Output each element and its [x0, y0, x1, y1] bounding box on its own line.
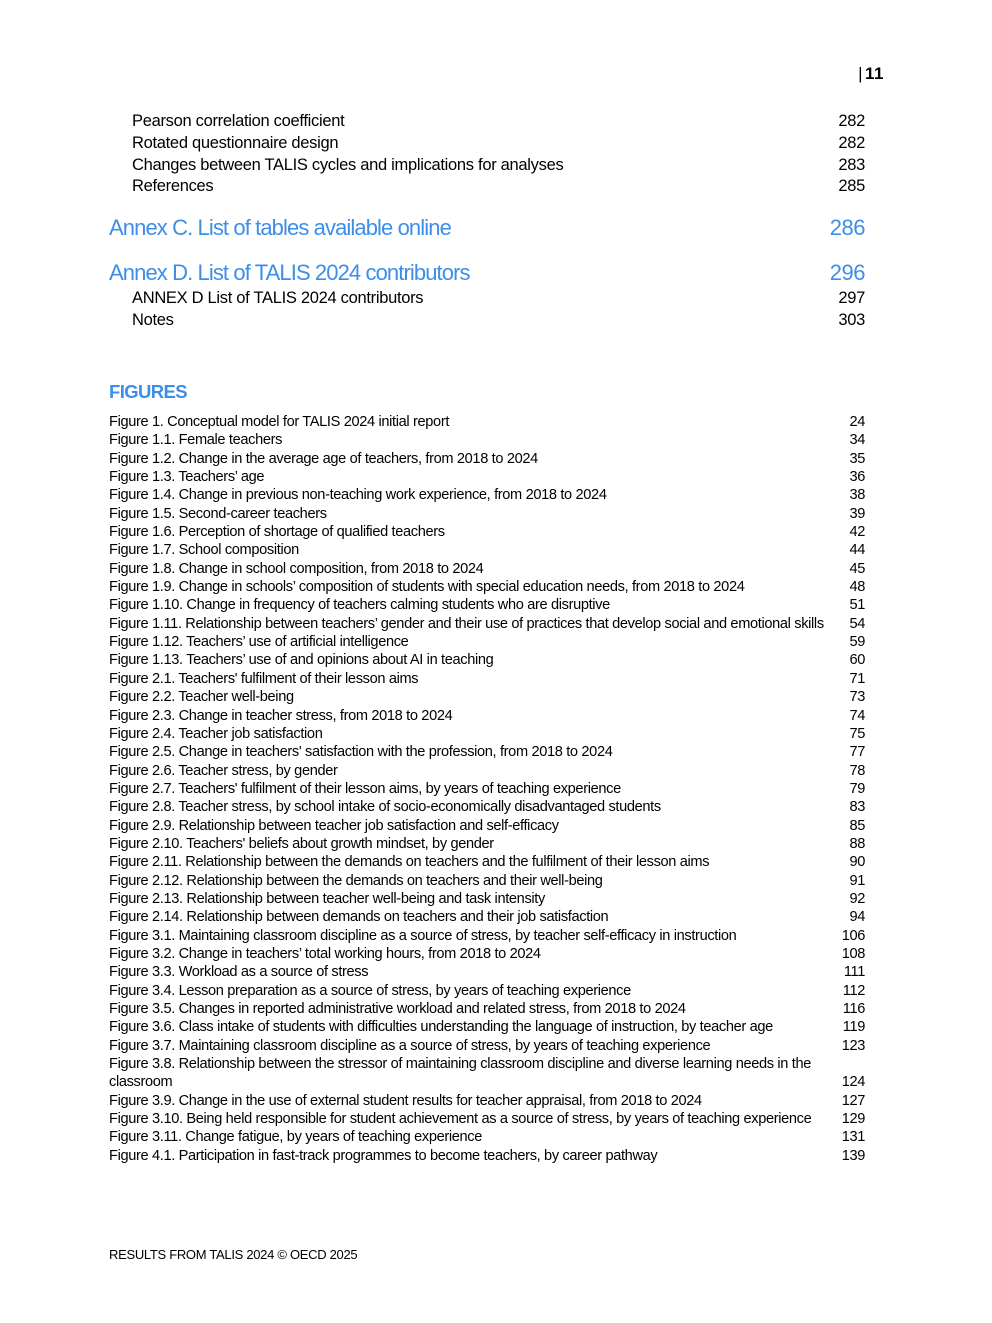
- figure-entry[interactable]: [109, 431, 865, 449]
- figure-entry-page: 85: [849, 817, 865, 834]
- figure-entry[interactable]: [109, 670, 865, 688]
- figure-entry[interactable]: [109, 725, 865, 743]
- annex-d-sub-entry[interactable]: [109, 288, 865, 310]
- figure-entry[interactable]: [109, 982, 865, 1000]
- figure-entry-page: 88: [849, 835, 865, 852]
- figure-entry-title: Figure 1.10. Change in frequency of teachers calming students who are disruptive: [109, 597, 610, 614]
- figure-entry-page: 119: [842, 1019, 865, 1036]
- figure-entry-title: Figure 3.9. Change in the use of external student results for teacher appraisal, from 2018 to 2024: [109, 1092, 702, 1109]
- figure-entry-page: 38: [849, 487, 865, 504]
- figure-entry[interactable]: [109, 1110, 865, 1128]
- figure-entry-title: Figure 2.12. Relationship between the demands on teachers and their well-being: [109, 872, 603, 889]
- figure-entry[interactable]: [109, 651, 865, 669]
- figure-entry-page: 59: [849, 634, 865, 651]
- figure-entry-title: Figure 2.13. Relationship between teacher well-being and task intensity: [109, 890, 545, 907]
- annex-d-entry[interactable]: [109, 259, 865, 287]
- toc-entry-page: 282: [838, 112, 865, 130]
- figure-entry-page: 44: [849, 542, 865, 559]
- figure-entry[interactable]: [109, 468, 865, 486]
- figure-entry[interactable]: [109, 927, 865, 945]
- figures-heading: FIGURES: [109, 381, 188, 402]
- toc-entry-title: Rotated questionnaire design: [132, 133, 339, 152]
- figure-entry-page: 48: [849, 579, 865, 596]
- figure-entry-title: Figure 1.1. Female teachers: [109, 432, 283, 449]
- figure-entry-title: Figure 2.7. Teachers' fulfilment of their lesson aims, by years of teaching experience: [109, 780, 621, 797]
- figure-entry-title: Figure 3.10. Being held responsible for student achievement as a source of stress, by years of teaching experience: [109, 1111, 812, 1128]
- figure-entry-title: Figure 1.2. Change in the average age of teachers, from 2018 to 2024: [109, 450, 538, 467]
- figure-entry-title: Figure 2.14. Relationship between demands on teachers and their job satisfaction: [109, 909, 609, 926]
- figure-entry-page: 78: [849, 762, 865, 779]
- figure-entry[interactable]: [109, 780, 865, 798]
- toc-entry[interactable]: [109, 133, 865, 155]
- figure-entry-page: 129: [841, 1111, 865, 1128]
- figure-entry-title: Figure 2.6. Teacher stress, by gender: [109, 762, 338, 779]
- figure-entry-title: Figure 1.8. Change in school composition, from 2018 to 2024: [109, 560, 484, 577]
- figure-entry-page: 127: [841, 1092, 865, 1109]
- figure-entry[interactable]: [109, 853, 865, 871]
- figure-entry[interactable]: [109, 963, 865, 981]
- figure-entry[interactable]: [109, 615, 865, 633]
- toc-entry-page: 283: [838, 155, 865, 174]
- figure-entry-page: 39: [849, 505, 865, 522]
- figure-entry-title: Figure 3.3. Workload as a source of stress: [109, 964, 369, 981]
- figure-entry-title: Figure 3.4. Lesson preparation as a source of stress, by years of teaching experience: [109, 982, 631, 999]
- figure-entry-title: Figure 1.11. Relationship between teachers’ gender and their use of practices that develop social and emotional skills: [109, 615, 824, 632]
- figure-entry[interactable]: [109, 633, 865, 651]
- figure-entry-title: Figure 1.7. School composition: [109, 542, 299, 559]
- figure-entry-title: Figure 2.10. Teachers' beliefs about growth mindset, by gender: [109, 835, 494, 852]
- figure-entry-page: 92: [849, 890, 865, 907]
- figure-entry-page: 124: [841, 1074, 865, 1091]
- page-number: [858, 64, 884, 84]
- figure-entry[interactable]: [109, 817, 865, 835]
- toc-annex-d: [109, 259, 865, 332]
- figure-entry-page: 94: [849, 909, 865, 926]
- annex-c-page: 286: [829, 215, 865, 240]
- figure-entry-title: Figure 2.9. Relationship between teacher job satisfaction and self-efficacy: [109, 817, 559, 834]
- figure-entry-title: Figure 1.9. Change in schools’ composition of students with special education needs, from 2018 to 2024: [109, 579, 745, 596]
- figure-entry-title: Figure 1.3. Teachers’ age: [109, 469, 265, 486]
- toc-entry[interactable]: [109, 111, 865, 133]
- figure-entry-page: 91: [849, 872, 865, 889]
- figure-entry-title: Figure 2.3. Change in teacher stress, from 2018 to 2024: [109, 707, 453, 724]
- figure-entry-page: 24: [849, 414, 865, 430]
- figure-entry[interactable]: [109, 743, 865, 761]
- figure-entry-title: Figure 3.6. Class intake of students with difficulties understanding the language of instruction, by teacher age: [109, 1019, 773, 1036]
- toc-entry[interactable]: [109, 155, 865, 177]
- toc-entry-page: 282: [838, 133, 865, 152]
- figure-entry-page: 131: [841, 1129, 865, 1146]
- figure-entry-title: Figure 3.5. Changes in reported administrative workload and related stress, from 2018 to 2024: [109, 1001, 686, 1017]
- figure-entry-page: 71: [849, 670, 865, 687]
- figure-entry[interactable]: [109, 578, 865, 596]
- figure-entry[interactable]: [109, 413, 865, 431]
- figure-entry[interactable]: [109, 523, 865, 541]
- figure-entry[interactable]: [109, 835, 865, 853]
- figure-entry[interactable]: [109, 707, 865, 725]
- figure-entry-page: 35: [849, 450, 865, 467]
- figure-entry[interactable]: [109, 560, 865, 578]
- figure-entry[interactable]: [109, 890, 865, 908]
- figure-entry[interactable]: [109, 688, 865, 706]
- figure-entry-page: 73: [849, 689, 865, 706]
- figure-entry-title: Figure 3.8. Relationship between the stressor of maintaining classroom discipline and diverse learning needs in the classroom: [109, 1056, 812, 1091]
- figure-entry-title: Figure 2.2. Teacher well-being: [109, 689, 294, 706]
- toc-annex-c: [109, 214, 865, 242]
- figure-entry[interactable]: [109, 908, 865, 926]
- toc-entry-title: References: [132, 177, 214, 196]
- figure-entry-page: 139: [841, 1147, 865, 1164]
- annex-d-sub-entries: [109, 288, 865, 332]
- figure-entry-title: Figure 3.11. Change fatigue, by years of teaching experience: [109, 1129, 483, 1146]
- figure-entry-page: 77: [849, 744, 865, 761]
- figure-entry-page: 75: [849, 725, 865, 742]
- figure-entry[interactable]: [109, 872, 865, 890]
- figure-entry-page: 79: [849, 780, 865, 797]
- figure-entry[interactable]: [109, 596, 865, 614]
- figure-entry-title: Figure 2.11. Relationship between the demands on teachers and the fulfilment of their lesson aims: [109, 854, 710, 871]
- figure-entry[interactable]: [109, 505, 865, 523]
- toc-entry-page: 285: [838, 177, 865, 196]
- figure-entry-page: 60: [849, 652, 865, 669]
- figure-entry[interactable]: [109, 1147, 865, 1165]
- figure-entry-page: 106: [841, 927, 865, 944]
- figure-entry-title: Figure 3.7. Maintaining classroom discipline as a source of stress, by years of teaching experience: [109, 1037, 711, 1054]
- annex-c-title: Annex C. List of tables available online: [109, 215, 451, 240]
- figure-entry-title: Figure 1.12. Teachers’ use of artificial intelligence: [109, 634, 409, 651]
- figure-entry[interactable]: [109, 798, 865, 816]
- figure-entry-page: 74: [849, 707, 865, 724]
- figures-list: [109, 413, 865, 1165]
- figure-entry-page: 36: [849, 469, 865, 486]
- annex-d-sub-entry-page: 303: [838, 310, 865, 329]
- figure-entry-page: 123: [841, 1037, 865, 1054]
- annex-d-sub-entry-page: 297: [838, 289, 865, 307]
- figure-entry[interactable]: [109, 486, 865, 504]
- figure-entry-title: Figure 1. Conceptual model for TALIS 2024 initial report: [109, 414, 450, 430]
- figure-entry[interactable]: [109, 1037, 865, 1055]
- toc-entry-title: Changes between TALIS cycles and implications for analyses: [132, 155, 564, 174]
- figure-entry-page: 108: [841, 945, 865, 962]
- figure-entry[interactable]: [109, 541, 865, 559]
- figure-entry-page: 54: [849, 615, 865, 632]
- annex-c-entry[interactable]: [109, 214, 865, 242]
- toc-top-entries: [109, 111, 865, 198]
- figure-entry-page: 34: [849, 432, 865, 449]
- figure-entry-title: Figure 1.4. Change in previous non-teaching work experience, from 2018 to 2024: [109, 487, 607, 504]
- figure-entry-title: Figure 1.13. Teachers’ use of and opinions about AI in teaching: [109, 652, 494, 669]
- figure-entry-page: 51: [849, 597, 865, 614]
- figure-entry[interactable]: [109, 762, 865, 780]
- figure-entry[interactable]: [109, 945, 865, 963]
- figure-entry-page: 42: [849, 524, 865, 541]
- figure-entry-title: Figure 3.2. Change in teachers’ total working hours, from 2018 to 2024: [109, 945, 541, 962]
- annex-d-page: 296: [829, 260, 865, 285]
- figure-entry-title: Figure 2.8. Teacher stress, by school intake of socio-economically disadvantaged students: [109, 799, 661, 816]
- figure-entry[interactable]: [109, 1018, 865, 1036]
- figure-entry-page: 111: [843, 964, 865, 981]
- figure-entry-title: Figure 1.5. Second-career teachers: [109, 505, 327, 522]
- figure-entry-page: 116: [842, 1001, 865, 1017]
- figure-entry-title: Figure 2.4. Teacher job satisfaction: [109, 725, 323, 742]
- figure-entry-title: Figure 2.5. Change in teachers' satisfaction with the profession, from 2018 to 2024: [109, 744, 613, 761]
- footer-text: RESULTS FROM TALIS 2024 © OECD 2025: [109, 1247, 358, 1262]
- annex-d-sub-entry-title: ANNEX D List of TALIS 2024 contributors: [132, 289, 424, 307]
- figure-entry[interactable]: [109, 1000, 865, 1018]
- figure-entry[interactable]: [109, 1128, 865, 1146]
- figure-entry-title: Figure 2.1. Teachers' fulfilment of their lesson aims: [109, 670, 419, 687]
- page-number-separator: |: [858, 64, 864, 83]
- figure-entry-page: 83: [849, 799, 865, 816]
- figure-entry-page: 45: [849, 560, 865, 577]
- figure-entry-title: Figure 1.6. Perception of shortage of qualified teachers: [109, 524, 445, 541]
- figure-entry-title: Figure 4.1. Participation in fast-track programmes to become teachers, by career pathway: [109, 1147, 658, 1164]
- figure-entry-title: Figure 3.1. Maintaining classroom discipline as a source of stress, by teacher self-efficacy in instruction: [109, 927, 737, 944]
- figure-entry[interactable]: [109, 1092, 865, 1110]
- page-number-value: 11: [865, 64, 884, 83]
- figure-entry-page: 90: [849, 854, 865, 871]
- annex-d-sub-entry[interactable]: [109, 310, 865, 332]
- figure-entry[interactable]: [109, 450, 865, 468]
- figure-entry-page: 112: [842, 982, 865, 999]
- toc-entry-title: Pearson correlation coefficient: [132, 112, 345, 130]
- annex-d-title: Annex D. List of TALIS 2024 contributors: [109, 260, 470, 285]
- annex-d-sub-entry-title: Notes: [132, 310, 174, 329]
- figure-entry[interactable]: [109, 1055, 865, 1092]
- toc-entry[interactable]: [109, 176, 865, 198]
